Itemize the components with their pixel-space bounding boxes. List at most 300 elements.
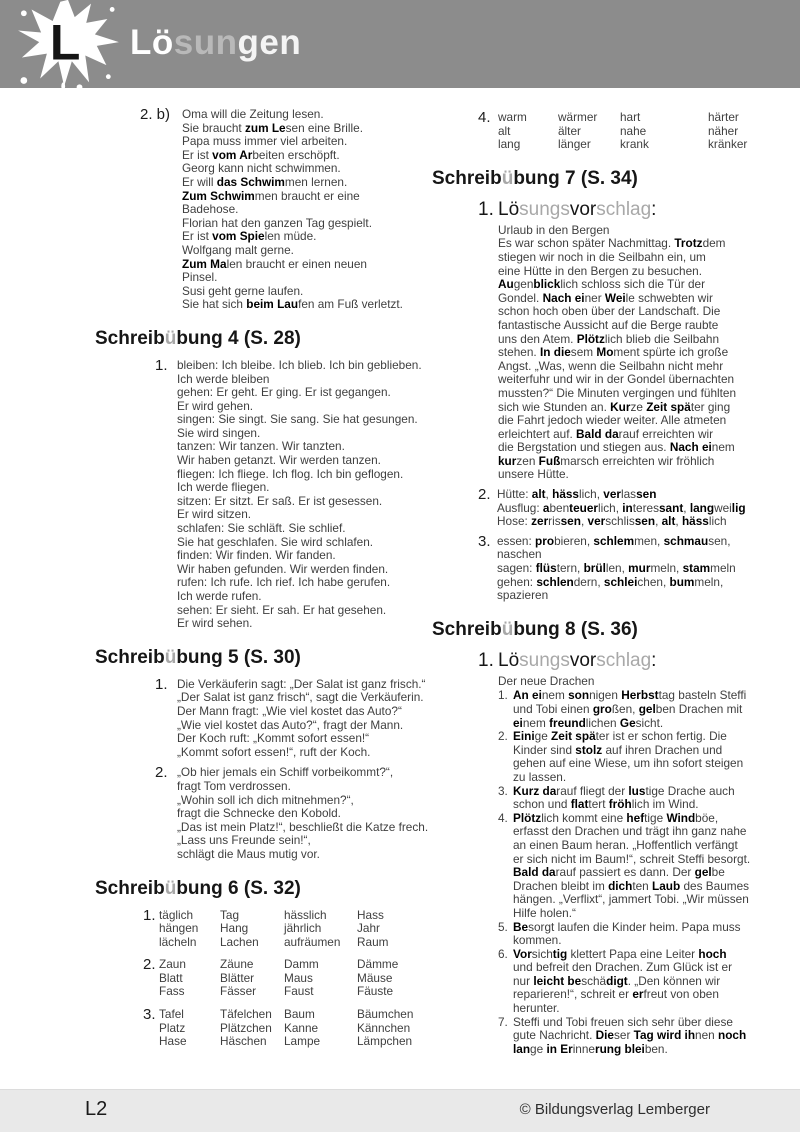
text-line <box>177 848 428 862</box>
bold-text: Zum Schwim <box>182 188 255 203</box>
text: Georg kann nicht schwimmen. <box>182 161 341 176</box>
text: böe, <box>695 810 719 825</box>
bold-text: Ge <box>619 715 636 730</box>
text-segment: sungs <box>519 649 570 671</box>
text-segment: vor <box>569 649 597 671</box>
text-line <box>177 807 428 821</box>
text: , <box>655 514 662 529</box>
bold-text: Kurz da <box>513 783 557 798</box>
text: Ich werde rufen. <box>177 589 262 603</box>
text-line <box>182 258 427 272</box>
text-segment: ü <box>164 877 177 899</box>
table-cell: Bäumchen <box>357 1007 414 1022</box>
text: sich <box>531 946 553 961</box>
table-cell: lang <box>498 137 521 152</box>
text: mussten?“ Die Minuten vergingen und fühlten <box>498 385 737 400</box>
story-block <box>498 224 768 482</box>
text: ben Drachen mit <box>655 702 743 716</box>
text-line <box>513 893 768 907</box>
table-cell: Damm <box>284 957 319 972</box>
text: ter ist er schon fertig. Die <box>595 729 727 744</box>
item-lines <box>497 488 768 529</box>
text-segment: schlag <box>596 649 652 671</box>
text: Er wird gehen. <box>177 398 254 413</box>
bold-text: flat <box>570 797 589 812</box>
text: inne <box>572 1041 595 1056</box>
item-number: 1. <box>478 649 494 671</box>
text: Drachen bleibt im <box>513 878 609 893</box>
bold-text: Trotz <box>674 236 703 251</box>
text: erleichtert auf. <box>498 426 577 441</box>
bold-text: gel <box>638 702 656 716</box>
text-line <box>182 190 427 204</box>
text: Pinsel. <box>182 270 218 285</box>
text-segment: Schreib <box>95 877 165 899</box>
bold-text: Bald da <box>576 426 619 441</box>
text-line <box>498 319 768 333</box>
text: naschen <box>497 547 542 562</box>
table-cell: krank <box>620 137 649 152</box>
text-line <box>498 360 768 374</box>
text-line <box>498 305 768 319</box>
item-number: 3. <box>478 532 491 550</box>
text: „Das ist mein Platz!“, beschließt die Katze frech. <box>177 819 429 834</box>
item-lines <box>513 785 768 812</box>
text-segment: bung 7 (S. 34) <box>513 167 638 189</box>
text: beiten erschöpft. <box>252 147 340 162</box>
text-line <box>497 562 768 576</box>
text: essen: <box>497 533 536 548</box>
text: ten <box>632 878 653 893</box>
text: las <box>620 487 637 502</box>
text-segment: Schreib <box>432 167 502 189</box>
page-number: L2 <box>85 1098 108 1120</box>
text: Badehose. <box>182 202 239 217</box>
item-number: 1. <box>498 688 508 703</box>
page-footer <box>0 1089 800 1132</box>
text: Hose: <box>497 514 532 529</box>
table-row <box>159 958 427 972</box>
table-cell: Kännchen <box>357 1020 411 1035</box>
bold-text: Kur <box>610 399 631 414</box>
text-line <box>182 217 427 231</box>
text: teres <box>632 500 659 515</box>
table-cell: Tafel <box>159 1007 184 1022</box>
section-schreibuebung-8 <box>432 619 768 1057</box>
text: stehen. <box>498 345 540 360</box>
text: klettert Papa eine Leiter <box>567 946 699 961</box>
text: rufen: Ich rufe. Ich rief. Ich habe gerufen. <box>177 575 391 590</box>
text: „Wohin soll ich dich mitnehmen?“, <box>177 792 354 807</box>
text: ge <box>530 1041 547 1056</box>
text: des Baumes <box>680 878 750 893</box>
bold-text: sant <box>659 500 684 515</box>
list-item <box>498 1016 768 1057</box>
table-cell: Lämpchen <box>357 1034 413 1049</box>
bold-text: Tag wird ih <box>633 1028 696 1043</box>
text-line <box>177 691 427 705</box>
text-line <box>513 744 768 758</box>
text-line <box>497 535 768 549</box>
text-line <box>177 746 427 760</box>
ink-splat-logo <box>4 0 132 92</box>
table-cell: Raum <box>357 934 389 949</box>
table-row <box>498 111 768 125</box>
text: bleiben: Ich bleibe. Ich blieb. Ich bin geblieben. <box>177 357 422 372</box>
text-segment: Schreib <box>95 327 165 349</box>
bold-text: fröh <box>608 797 632 812</box>
table-cell: Blätter <box>220 970 255 985</box>
page-header <box>0 0 800 88</box>
text: ment spürte ich große <box>613 345 729 360</box>
text: schon und <box>513 797 571 812</box>
text-line <box>182 298 427 312</box>
section-heading <box>95 647 427 669</box>
bold-text: Wei <box>604 290 626 305</box>
text-line <box>177 536 427 550</box>
text-line <box>513 771 768 785</box>
text-segment: : <box>651 198 657 220</box>
page-title <box>130 23 301 63</box>
text-segment: bung 8 (S. 36) <box>513 618 638 640</box>
text: zen <box>516 453 539 468</box>
text: , <box>580 514 588 529</box>
solution-heading <box>478 650 768 671</box>
text-line <box>498 414 768 428</box>
bold-text: Bald da <box>513 865 556 880</box>
text: men lernen. <box>284 174 348 189</box>
table-row <box>498 138 768 152</box>
bold-text: Nach ei <box>542 290 585 305</box>
text: dern, <box>573 574 604 589</box>
bold-text: zum Le <box>244 120 286 135</box>
list-item <box>498 921 768 948</box>
text-line <box>177 400 427 414</box>
text-line <box>177 481 427 495</box>
text: tern, <box>556 561 584 576</box>
text: , <box>545 487 553 502</box>
item-number: 2. <box>498 729 508 744</box>
text-line <box>497 548 768 562</box>
word-table-group <box>143 1008 427 1049</box>
text-line <box>182 285 427 299</box>
word-table <box>159 909 427 950</box>
text: an einen Baum heran. „Hoffentlich verfängt <box>513 837 738 852</box>
text-line <box>177 604 427 618</box>
exercise-item <box>155 766 427 861</box>
word-table <box>159 958 427 999</box>
text-line <box>513 921 768 935</box>
text: Sie hat geschlafen. Sie wird schlafen. <box>177 534 374 549</box>
bold-text: Die <box>595 1028 614 1043</box>
text-line <box>182 135 427 149</box>
text-segment: Lö <box>498 649 520 671</box>
item-lines <box>177 766 428 861</box>
list-item <box>498 785 768 812</box>
text: Gondel. <box>498 290 543 305</box>
text: Sie wird singen. <box>177 425 261 440</box>
text: nem <box>541 688 569 703</box>
text-line <box>498 468 768 482</box>
text: „Ob hier jemals ein Schiff vorbeikommt?“, <box>177 765 394 780</box>
text-line <box>498 455 768 469</box>
bold-text: a <box>542 500 550 515</box>
table-cell: Täfelchen <box>220 1007 272 1022</box>
word-table-group <box>478 111 768 152</box>
exercise-2b-lines <box>182 108 427 312</box>
text: uns den Atem. <box>498 331 577 346</box>
text-line <box>498 346 768 360</box>
table-row <box>159 936 427 950</box>
table-row <box>159 1008 427 1022</box>
text-line <box>177 563 427 577</box>
table-cell: täglich <box>159 907 194 922</box>
bold-text: lan <box>513 1041 531 1056</box>
section-heading <box>95 328 427 350</box>
text-line <box>498 265 768 279</box>
text: Er will <box>182 174 217 189</box>
exercise-item <box>478 488 768 529</box>
bold-text: blick <box>533 277 561 292</box>
text-line <box>513 689 768 703</box>
story-block <box>498 675 768 689</box>
text: und Tobi einen <box>513 702 593 716</box>
text-line <box>513 907 768 921</box>
item-lines <box>513 1016 768 1057</box>
bold-text: Au <box>498 277 514 292</box>
text-line <box>513 866 768 880</box>
table-row <box>159 909 427 923</box>
text: gehen: <box>497 574 537 589</box>
bold-text: Zeit spä <box>646 399 691 414</box>
text: , <box>683 500 690 515</box>
text: Er wird sehen. <box>177 616 253 631</box>
text: sitzen: Er sitzt. Er saß. Er ist gesessen. <box>177 493 383 508</box>
text: eine Hütte in den Bergen zu besuchen. <box>498 263 702 278</box>
table-row <box>159 985 427 999</box>
section-heading <box>432 619 768 641</box>
text: Hilfe holen.“ <box>513 905 576 920</box>
text: sagen: <box>497 561 536 576</box>
bold-text: Zeit spä <box>551 729 596 744</box>
text: erfasst den Drachen und trägt ihn ganz nahe <box>513 824 747 839</box>
text: ben. <box>644 1041 668 1056</box>
text-line <box>177 719 427 733</box>
table-cell: kränker <box>708 137 748 152</box>
item-lines <box>177 359 427 631</box>
bold-text: Fuß <box>538 453 561 468</box>
table-cell: Tag <box>220 907 240 922</box>
text: schon hoch oben über der Landschaft. Die <box>498 304 721 319</box>
text: fen am Fuß verletzt. <box>298 297 403 312</box>
text: marsch erreichten wir fröhlich <box>560 453 715 468</box>
text: sicht. <box>635 715 664 730</box>
text: nur <box>513 973 534 988</box>
bold-text: hoch <box>698 946 727 961</box>
item-lines <box>513 689 768 730</box>
text-line <box>177 522 427 536</box>
table-row <box>159 1035 427 1049</box>
solution-label <box>498 199 656 220</box>
text-segment: : <box>651 649 657 671</box>
bold-text: Plötz <box>513 810 542 825</box>
text: Der Koch ruft: „Kommt sofort essen!“ <box>177 731 370 746</box>
word-table <box>159 1008 427 1049</box>
text-line <box>177 590 427 604</box>
section-schreibuebung-5 <box>95 647 427 862</box>
item-number: 1. <box>155 675 168 693</box>
item-lines <box>513 948 768 1016</box>
table-cell: Häschen <box>220 1034 267 1049</box>
bold-text: lig <box>731 500 746 515</box>
bold-text: das Schwim <box>216 174 285 189</box>
text: fantastische Aussicht auf die Berge raubte <box>498 317 719 332</box>
text-line <box>177 821 428 835</box>
bold-text: An ei <box>513 688 542 703</box>
text: „Lass uns Freunde sein!“, <box>177 833 311 848</box>
item-number: 4. <box>498 810 508 825</box>
bold-text: Herbst <box>621 688 659 703</box>
text: Er ist <box>182 229 213 244</box>
text-line <box>497 515 768 529</box>
text: Sie hat sich <box>182 297 247 312</box>
bold-text: digt <box>606 973 628 988</box>
text-line <box>513 853 768 867</box>
list-item <box>498 948 768 1016</box>
item-number: 2. <box>155 764 168 782</box>
text: ze <box>630 399 647 414</box>
text: sen eine Brille. <box>285 120 363 135</box>
text: fragt die Schnecke den Kobold. <box>177 806 341 821</box>
item-number: 1. <box>143 906 156 924</box>
bold-text: schlem <box>593 533 635 548</box>
text-line <box>177 732 427 746</box>
item-number: 1. <box>155 356 168 374</box>
text-line <box>513 948 768 962</box>
table-cell: Kanne <box>284 1020 319 1035</box>
bold-text: dich <box>608 878 633 893</box>
text: lich <box>708 514 727 529</box>
text-line <box>177 794 428 808</box>
text: stiegen wir noch in die Seilbahn ein, um <box>498 249 706 264</box>
bold-text: gel <box>694 865 712 880</box>
bold-text: flüs <box>535 561 557 576</box>
text-line <box>513 757 768 771</box>
text-line <box>513 1002 768 1016</box>
solution-heading <box>478 199 768 220</box>
bold-text: stolz <box>575 742 603 757</box>
table-cell: Plätzchen <box>220 1020 272 1035</box>
text-line <box>497 502 768 516</box>
text: lich blieb die Seilbahn <box>604 331 720 346</box>
text-line <box>498 251 768 265</box>
text: „Wie viel kostet das Auto?“, fragt der Mann. <box>177 717 404 732</box>
text: zu lassen. <box>513 769 567 784</box>
solution-label <box>498 650 656 671</box>
text-line <box>513 988 768 1002</box>
text: wei <box>714 500 732 515</box>
text-line <box>513 880 768 894</box>
table-cell: hart <box>620 110 641 124</box>
text: Er ist <box>182 147 213 162</box>
text: reparieren!“, schreit er <box>513 987 633 1002</box>
text-line <box>177 549 427 563</box>
text: Papa muss immer viel arbeiten. <box>182 134 348 149</box>
right-column <box>432 108 768 1056</box>
text: unsere Hütte. <box>498 467 569 482</box>
table-cell: Blatt <box>159 970 183 985</box>
text: , <box>675 514 682 529</box>
text-line <box>498 441 768 455</box>
bold-text: brül <box>583 561 606 576</box>
text: sehen: Er sieht. Er sah. Er hat gesehen. <box>177 602 387 617</box>
text: „Der Salat ist ganz frisch“, sagt die Verkäuferin. <box>177 690 424 705</box>
section-schreibuebung-6 <box>95 878 427 1049</box>
text: schlägt die Maus mutig vor. <box>177 846 320 861</box>
text-segment: ü <box>164 327 177 349</box>
bold-text: tig <box>552 946 568 961</box>
text-line <box>513 975 768 989</box>
section-heading <box>432 168 768 190</box>
table-cell: Baum <box>284 1007 315 1022</box>
text-segment: schlag <box>596 198 652 220</box>
bold-text: Eini <box>513 729 535 744</box>
table-row <box>159 972 427 986</box>
text-line <box>513 785 768 799</box>
text: gehen: Er geht. Er ging. Er ist gegangen. <box>177 385 391 400</box>
text: rauf fliegt der <box>556 783 629 798</box>
table-cell: Fäuste <box>357 984 394 999</box>
text-line <box>497 589 768 603</box>
exercise-label: 2. b) <box>140 106 171 123</box>
item-lines <box>513 921 768 948</box>
bold-text: pro <box>535 533 555 548</box>
bold-text: Plötz <box>576 331 605 346</box>
story-lines <box>498 237 768 482</box>
bold-text: schlen <box>536 574 574 589</box>
text: finden: Wir finden. Wir fanden. <box>177 548 336 563</box>
text: Oma will die Zeitung lesen. <box>182 107 324 121</box>
text: len, <box>605 561 629 576</box>
text: die Bergstation und stiegen aus. <box>498 440 670 455</box>
table-cell: Platz <box>159 1020 186 1035</box>
bold-text: noch <box>718 1028 747 1043</box>
text: be <box>711 865 725 880</box>
text: schä <box>581 973 607 988</box>
text: fragt Tom verdrossen. <box>177 778 291 793</box>
bold-text: zer <box>531 514 549 529</box>
table-cell: Maus <box>284 970 313 985</box>
text-line <box>177 766 428 780</box>
list-item <box>498 812 768 921</box>
section-heading <box>95 878 427 900</box>
text-line <box>498 292 768 306</box>
text-line <box>177 454 427 468</box>
text-segment: sungs <box>519 198 570 220</box>
text-line <box>513 1043 768 1057</box>
text-line <box>498 428 768 442</box>
bold-text: Mo <box>596 345 614 360</box>
text: Ich werde bleiben <box>177 371 270 386</box>
text-segment: ü <box>501 618 514 640</box>
text-line <box>513 1016 768 1030</box>
text: spazieren <box>497 588 549 603</box>
text: sen, <box>708 533 731 548</box>
text: rauf erreichten wir <box>618 426 714 441</box>
text-line <box>177 508 427 522</box>
bold-text: rung blei <box>595 1041 645 1056</box>
text: Es war schon später Nachmittag. <box>498 236 675 251</box>
